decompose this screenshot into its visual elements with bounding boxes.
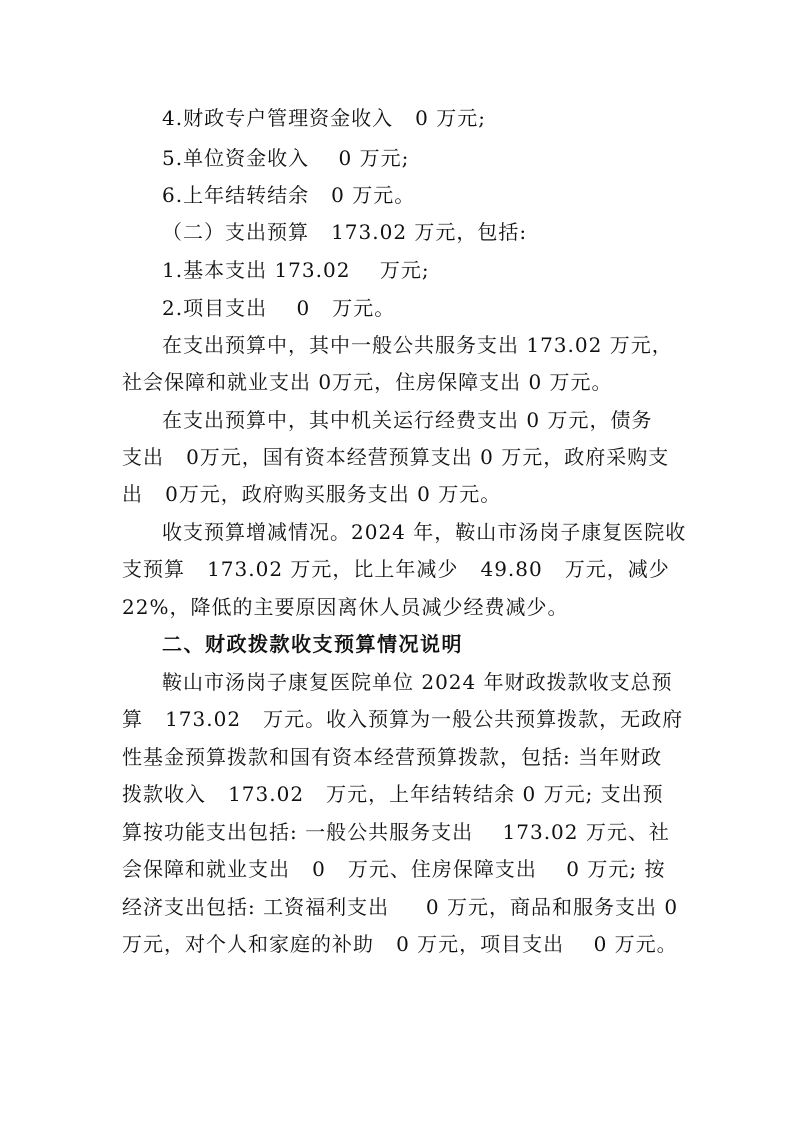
text-line: 4.财政专户管理资金收入 0 万元; (162, 106, 486, 130)
text-line: 拨款收入 173.02 万元，上年结转结余 0 万元; 支出预 (122, 782, 664, 806)
text-line: 出 0万元，政府购买服务支出 0 万元。 (122, 482, 502, 506)
text-line: 经济支出包括: 工资福利支出 0 万元，商品和服务支出 0 (122, 895, 679, 919)
text-line: 支预算 173.02 万元，比上年减少 49.80 万元，减少 (122, 557, 670, 581)
text-line: 会保障和就业支出 0 万元、住房保障支出 0 万元; 按 (122, 857, 666, 881)
text-line: 鞍山市汤岗子康复医院单位 2024 年财政拨款收支总预 (162, 670, 673, 694)
text-line: 5.单位资金收入 0 万元; (162, 146, 410, 170)
text-line: 社会保障和就业支出 0万元，住房保障支出 0 万元。 (122, 370, 613, 394)
text-line: 22%，降低的主要原因离休人员减少经费减少。 (122, 595, 569, 619)
text-line: 算按功能支出包括: 一般公共服务支出 173.02 万元、社 (122, 820, 670, 844)
text-line: 1.基本支出 173.02 万元; (162, 258, 430, 282)
text-line: 6.上年结转结余 0 万元。 (162, 183, 416, 207)
text-line: 在支出预算中，其中一般公共服务支出 173.02 万元， (162, 333, 673, 357)
text-line: 性基金预算拨款和国有资本经营预算拨款，包括: 当年财政 (122, 745, 663, 769)
text-line: 万元，对个人和家庭的补助 0 万元，项目支出 0 万元。 (122, 932, 678, 956)
text-line: 算 173.02 万元。收入预算为一般公共预算拨款，无政府 (122, 707, 684, 731)
section-heading: 二、财政拨款收支预算情况说明 (162, 632, 463, 656)
text-line: 支出 0万元，国有资本经营预算支出 0 万元，政府采购支 (122, 445, 670, 469)
text-line: 在支出预算中，其中机关运行经费支出 0 万元，债务 (162, 408, 653, 432)
text-line: （二）支出预算 173.02 万元，包括: (162, 220, 528, 244)
text-line: 收支预算增减情况。2024 年，鞍山市汤岗子康复医院收 (162, 520, 687, 544)
text-line: 2.项目支出 0 万元。 (162, 296, 396, 320)
